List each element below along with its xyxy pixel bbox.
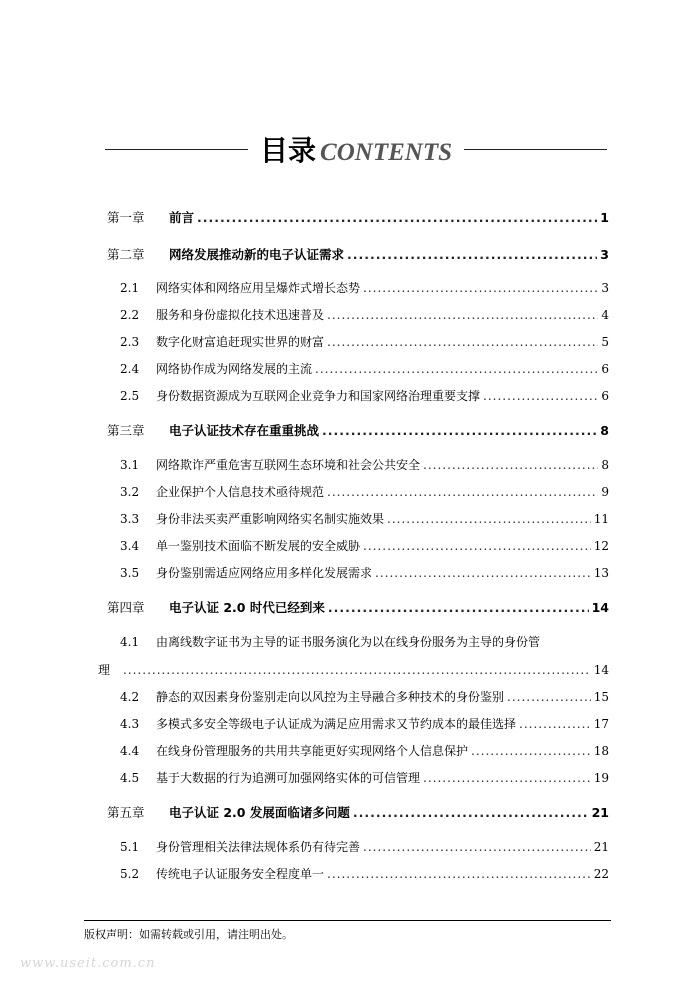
toc-page-number: 9	[601, 485, 609, 499]
toc-entry-number: 4.5	[120, 771, 140, 785]
toc-leader-dots	[327, 485, 598, 499]
toc-page-number: 8	[600, 423, 609, 438]
toc-entry-number: 4.3	[120, 717, 140, 731]
toc-section-entry[interactable]	[120, 688, 609, 708]
toc-leader-dots	[327, 867, 591, 881]
title-text	[248, 129, 464, 169]
toc-page-number: 14	[591, 600, 609, 615]
toc-entry-title: 网络发展推动新的电子认证需求	[169, 247, 345, 262]
toc-entry-number: 第二章	[107, 247, 145, 262]
toc-section-entry[interactable]	[120, 715, 609, 735]
toc-entry-number: 2.4	[120, 362, 140, 376]
toc-entry-title: 身份管理相关法律法规体系仍有待完善	[156, 840, 361, 854]
toc-entry-number: 2.5	[120, 389, 140, 403]
toc-entry-number: 第一章	[107, 210, 145, 225]
toc-entry-number: 2.1	[120, 281, 140, 295]
toc-entry-title: 单一鉴别技术面临不断发展的安全威胁	[156, 539, 361, 553]
toc-section-entry[interactable]	[120, 333, 609, 353]
toc-leader-dots	[347, 247, 597, 262]
toc-section-entry[interactable]	[120, 387, 609, 407]
toc-entry-title: 网络协作成为网络发展的主流	[156, 362, 313, 376]
title-cn: 目录	[260, 134, 317, 167]
toc-leader-dots	[322, 423, 597, 438]
toc-section-entry[interactable]	[120, 769, 609, 789]
toc-leader-dots	[423, 458, 598, 472]
footer-rule	[84, 920, 611, 921]
toc-entry-number: 4.4	[120, 744, 140, 758]
toc-section-entry[interactable]	[120, 279, 609, 299]
toc-entry-title: 身份数据资源成为互联网企业竞争力和国家网络治理重要支撑	[156, 389, 481, 403]
toc-chapter-entry[interactable]	[107, 421, 609, 441]
toc-entry-title: 身份鉴别需适应网络应用多样化发展需求	[156, 566, 373, 580]
toc-entry-number: 3.3	[120, 512, 140, 526]
toc-entry-number: 第三章	[107, 423, 145, 438]
toc-page-number: 8	[601, 458, 609, 472]
toc-entry-title: 电子认证 2.0 时代已经到来	[169, 600, 325, 615]
toc-page-number: 4	[601, 308, 609, 322]
toc-entry-title: 网络欺诈严重危害互联网生态环境和社会公共安全	[156, 458, 421, 472]
toc-entry-title: 服务和身份虚拟化技术迅速普及	[156, 308, 325, 322]
title-en: CONTENTS	[320, 139, 452, 166]
toc-page-number: 14	[593, 663, 609, 677]
toc-chapter-entry[interactable]	[107, 208, 609, 228]
toc-leader-dots	[315, 362, 598, 376]
toc-entry-number: 3.1	[120, 458, 140, 472]
toc-entry-title: 理	[98, 663, 111, 677]
toc-page-number: 15	[593, 690, 609, 704]
toc-section-entry[interactable]	[120, 742, 609, 762]
toc-section-entry[interactable]	[120, 510, 609, 530]
title-rule-right	[464, 149, 607, 150]
copyright-notice: 版权声明：如需转载或引用，请注明出处。	[84, 928, 293, 941]
toc-leader-dots	[519, 717, 591, 731]
toc-chapter-entry[interactable]	[107, 598, 609, 618]
toc-entry-number: 3.4	[120, 539, 140, 553]
toc-page-number: 3	[600, 247, 609, 262]
toc-page-number: 3	[601, 281, 609, 295]
toc-entry-number: 2.3	[120, 335, 140, 349]
toc-leader-dots	[375, 566, 591, 580]
toc-section-entry[interactable]	[120, 306, 609, 326]
toc-page-number: 12	[593, 539, 609, 553]
toc-entry-title: 基于大数据的行为追溯可加强网络实体的可信管理	[156, 771, 421, 785]
toc-entry-number: 4.1	[120, 635, 140, 649]
toc-entry-number: 4.2	[120, 690, 140, 704]
toc-entry-title: 电子认证技术存在重重挑战	[169, 423, 320, 438]
toc-page-number: 22	[593, 867, 609, 881]
title-rule-left	[105, 149, 248, 150]
toc-section-entry[interactable]	[120, 360, 609, 380]
toc-page-number: 21	[591, 805, 609, 820]
toc-section-entry[interactable]	[120, 838, 609, 858]
toc-entry-number: 3.2	[120, 485, 140, 499]
toc-entry-title: 电子认证 2.0 发展面临诸多问题	[169, 805, 350, 820]
toc-section-entry[interactable]	[120, 633, 609, 653]
toc-chapter-entry[interactable]	[107, 803, 609, 823]
watermark: www.useit.com.cn	[20, 956, 156, 971]
toc-leader-dots	[197, 210, 597, 225]
toc-leader-dots	[507, 690, 591, 704]
toc-section-entry[interactable]	[120, 456, 609, 476]
toc-entry-title: 前言	[169, 210, 195, 225]
toc-chapter-entry[interactable]	[107, 245, 609, 265]
toc-entry-title: 企业保护个人信息技术亟待规范	[156, 485, 325, 499]
toc-entry-title: 在线身份管理服务的共用共享能更好实现网络个人信息保护	[156, 744, 469, 758]
toc-entry-title: 静态的双因素身份鉴别走向以风控为主导融合多种技术的身份鉴别	[156, 690, 505, 704]
toc-page-number: 6	[601, 389, 609, 403]
toc-page-number: 17	[593, 717, 609, 731]
toc-entry-number: 5.1	[120, 840, 140, 854]
toc-page-number: 1	[600, 210, 609, 225]
toc-leader-dots	[327, 335, 598, 349]
toc-entry-title: 身份非法买卖严重影响网络实名制实施效果	[156, 512, 385, 526]
toc-entry-title: 传统电子认证服务安全程度单一	[156, 867, 325, 881]
toc-leader-dots	[123, 663, 591, 677]
toc-entry-title: 数字化财富追赶现实世界的财富	[156, 335, 325, 349]
toc-leader-dots	[353, 805, 589, 820]
toc-page-number: 6	[601, 362, 609, 376]
toc-leader-dots	[328, 600, 589, 615]
toc-leader-dots	[363, 281, 598, 295]
toc-leader-dots	[483, 389, 598, 403]
toc-section-entry[interactable]	[120, 537, 609, 557]
toc-title	[105, 128, 607, 170]
toc-leader-dots	[363, 840, 591, 854]
toc-entry-title: 多模式多安全等级电子认证成为满足应用需求又节约成本的最佳选择	[156, 717, 517, 731]
toc-leader-dots	[423, 771, 591, 785]
toc-entry-number: 第五章	[107, 805, 145, 820]
toc-section-entry[interactable]	[120, 865, 609, 885]
toc-leader-dots	[327, 308, 598, 322]
toc-entry-title: 由离线数字证书为主导的证书服务演化为以在线身份服务为主导的身份管	[156, 635, 541, 649]
toc-section-entry[interactable]	[120, 564, 609, 584]
toc-page-number: 18	[593, 744, 609, 758]
toc-page-number: 13	[593, 566, 609, 580]
toc-page-number: 5	[601, 335, 609, 349]
toc-entry-number: 3.5	[120, 566, 140, 580]
toc-entry-continuation[interactable]	[98, 661, 609, 681]
toc-leader-dots	[387, 512, 591, 526]
toc-page-number: 11	[593, 512, 609, 526]
toc-entry-title: 网络实体和网络应用呈爆炸式增长态势	[156, 281, 361, 295]
toc-leader-dots	[363, 539, 591, 553]
toc-entry-number: 第四章	[107, 600, 145, 615]
toc-page-number: 21	[593, 840, 609, 854]
toc-leader-dots	[471, 744, 591, 758]
toc-page-number: 19	[593, 771, 609, 785]
toc-entry-number: 5.2	[120, 867, 140, 881]
toc-section-entry[interactable]	[120, 483, 609, 503]
toc-entry-number: 2.2	[120, 308, 140, 322]
